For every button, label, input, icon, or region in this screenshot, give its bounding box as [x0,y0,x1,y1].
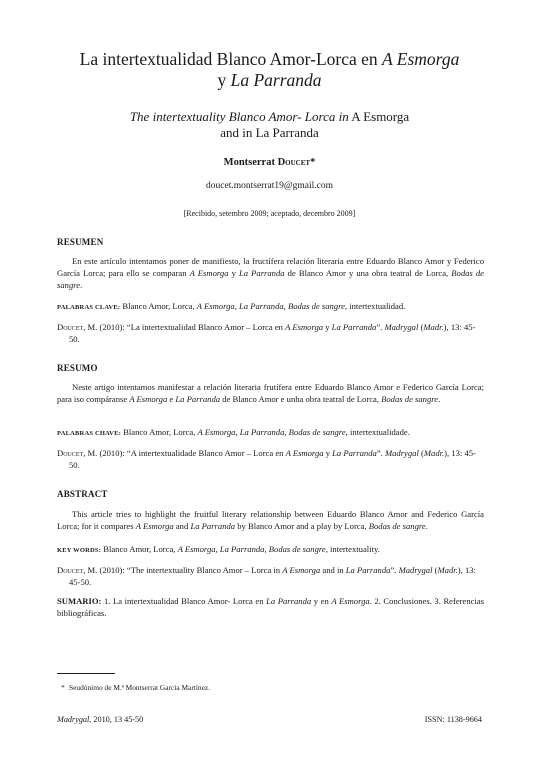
text-run: y [228,268,239,279]
text-run: A Esmorga, La Parranda, Bodas de sangre [196,301,345,311]
text-run: La Parranda [332,448,377,458]
text-run: La Parranda [266,596,312,606]
text-run: Madrygal [384,448,419,458]
text-run: A Esmorga [331,596,370,606]
text-run: ( [432,565,438,575]
text-run: de Blanco Amor e unha obra teatral de Lorca, [220,394,382,405]
summary-contents [57,595,484,619]
text-run: and in [320,565,346,575]
article-subtitle [0,109,539,141]
resumen-citation [57,321,484,345]
text-run: La Parranda [190,521,236,532]
text-run: Madrygal [384,322,419,332]
text-run: , intertextualidade. [345,427,410,437]
text-run: 1. La intertextualidad Blanco Amor- Lorca en [101,596,267,606]
resumo-citation [57,447,484,471]
resumen-body [57,255,484,292]
text-run: ”. [376,322,385,332]
text-run: . [425,521,428,532]
text-run: and [173,521,191,532]
footnote-rule [57,673,115,674]
text-run: ), 13: 45-50. [69,448,476,471]
journal-reference: Madrygal, 2010, 13 45-50 [57,715,144,724]
text-run: . 2. Conclusiones. 3. Referencias bibliográficas. [57,596,484,619]
text-run: A Esmorga, La Parranda, Bodas de sangre [197,427,346,437]
article-title [0,49,539,91]
resumo-body [57,381,484,405]
title-line-2: y La Parranda [217,70,322,90]
text-run: Madr. [423,322,444,332]
text-run: , intertextuality. [325,544,380,554]
text-run: by Blanco Amor and a play by Lorca, [235,521,369,532]
text-run: Blanco Amor, Lorca, [101,544,178,554]
resumo-heading: RESUMO [57,363,98,373]
text-run: . [438,394,441,405]
text-run: , M. (2010): “La intertextualidad Blanco Amor – Lorca en [83,322,286,332]
author-name: Montserrat Doucet* [223,157,316,168]
text-run: A Esmorga [129,394,168,405]
text-run: SUMARIO: [57,596,102,606]
text-run: A Esmorga [282,565,321,575]
text-run: ”. [376,448,385,458]
text-run: ”. [390,565,399,575]
text-run: Bodas de sangre [381,394,439,405]
text-run: Madr. [423,448,445,458]
text-run: Bodas de sangre [368,521,426,532]
text-run: A Esmorga [285,448,324,458]
text-run: Madrygal [398,565,433,575]
text-run: ), 13: 45-50. [69,565,476,588]
abstract-keywords: KEY WORDS: Blanco Amor, Lorca, A Esmorga, La Parranda, Bodas de sangre, intertextuality. [57,544,380,554]
text-run: , M. (2010): “The intertextuality Blanco Amor – Lorca in [83,565,283,575]
text-run: Madr. [437,565,458,575]
text-run: y [323,322,332,332]
text-run: La Parranda [331,322,377,332]
text-run: This article tries to highlight the fruitful literary relationship between Eduardo Blanco Amor and Federico García Lorca; for it compares [57,509,484,532]
resumen-heading: RESUMEN [57,237,104,247]
title-line-1: La intertextualidad Blanco Amor-Lorca en A Esmorga [79,49,460,69]
abstract-citation [57,564,484,588]
text-run: La Parranda [175,394,221,405]
footnote: * Seudónimo de M.ª Montserrat García Martínez. [61,683,210,692]
text-run: Doucet [57,565,84,575]
text-run: , M. (2010): “A intertextualidade Blanco Amor – Lorca en [83,448,286,458]
text-run: , intertextualidad. [344,301,406,311]
text-run: e [167,394,176,405]
author-email: doucet.montserrat19@gmail.com [206,181,333,191]
text-run: Bodas de sangre [57,268,484,291]
text-run: ), 13: 45-50. [69,322,476,345]
text-run: Blanco Amor, Lorca, [120,427,198,437]
issn: ISSN: 1138-9664 [424,715,482,724]
abstract-body [57,508,484,532]
text-run: Doucet [57,448,84,458]
text-run: La Parranda [345,565,391,575]
received-accepted-dates: [Recibido, setembro 2009; aceptado, decembro 2009] [183,209,356,218]
resumen-keywords: PALABRAS CLAVE: Blanco Amor, Lorca, A Esmorga, La Parranda, Bodas de sangre, intertextualidad. [57,301,406,311]
resumo-keywords: PALABRAS CHAVE: Blanco Amor, Lorca, A Esmorga, La Parranda, Bodas de sangre, intertextualidade. [57,427,410,437]
text-run: de Blanco Amor y una obra teatral de Lorca, [284,268,452,279]
text-run: La Parranda [238,268,285,279]
text-run: Neste artigo intentamos manifestar a relación literaria frutífera entre Eduardo Blanco Amor e Federico García Lorca; para iso compáranse [57,382,484,405]
text-run: A Esmorga, La Parranda, Bodas de sangre [177,544,326,554]
subtitle-line-1: The intertextuality Blanco Amor- Lorca in A Esmorga [129,109,410,124]
text-run: ( [418,448,424,458]
text-run: En este artículo intentamos poner de manifiesto, la fructífera relación literaria entre Eduardo Blanco Amor y Federico García Lorca; para ello se comparan [57,256,484,279]
text-run: . [80,280,83,291]
text-run: A Esmorga [135,521,174,532]
subtitle-line-2: and in La Parranda [220,125,319,140]
text-run: ( [418,322,424,332]
text-run: A Esmorga [285,322,324,332]
text-run: Doucet [57,322,84,332]
text-run: A Esmorga [189,268,229,279]
text-run: Blanco Amor, Lorca, [120,301,197,311]
text-run: y en [311,596,332,606]
abstract-heading: ABSTRACT [57,489,108,499]
text-run: y [323,448,333,458]
